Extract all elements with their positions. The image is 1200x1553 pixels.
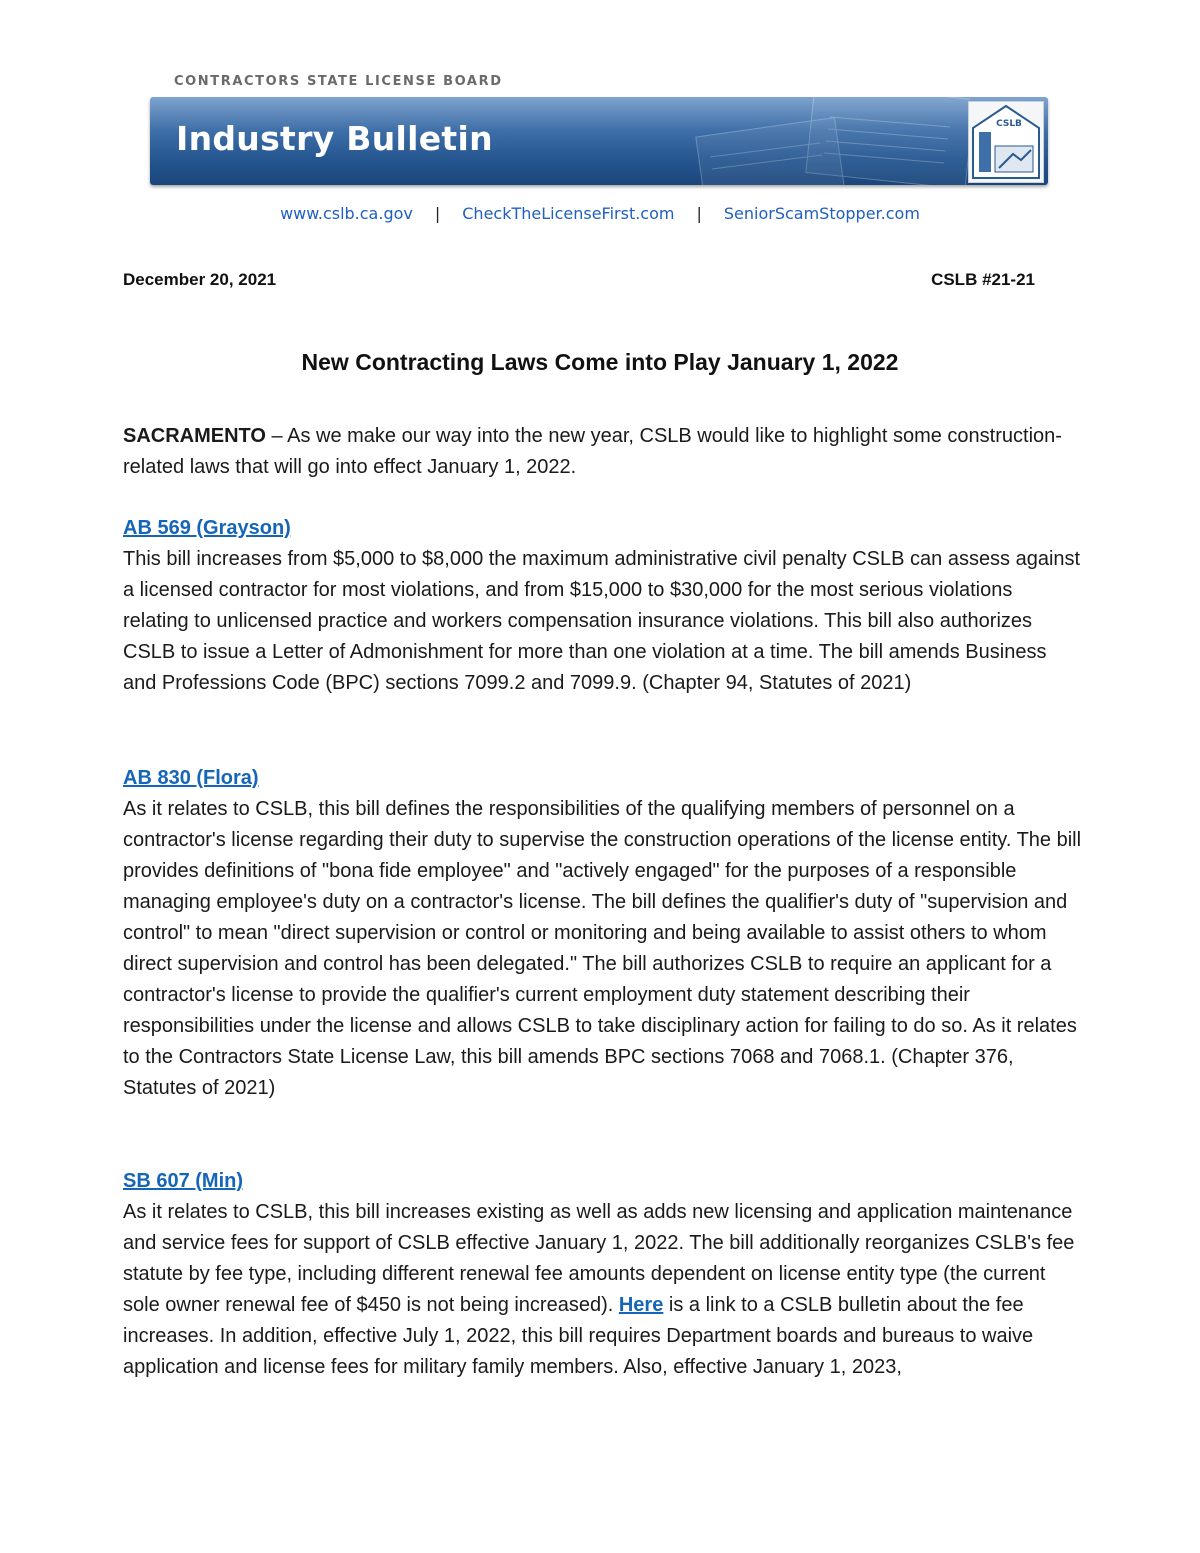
section-body: As it relates to CSLB, this bill defines the responsibilities of the qualifying members of personnel on a contractor's license regarding their duty to supervise the construction operations of the license entity. The bill provides definitions of "bona fide employee" and "actively engaged" for the purposes of a responsible managing employee's duty on a contractor's license. The bill defines the qualifier's duty of "supervision and control" to mean "direct supervision or control or monitoring and being available to assist others to whom direct supervision and control has been delegated." The bill authorizes CSLB to require an applicant for a contractor's license to provide the qualifier's current employment duty statement describing their responsibilities under the license and allows CSLB to take disciplinary action for failing to do so. As it relates to the Contractors State License Law, this bill amends BPC sections 7068 and 7068.1. (Chapter 376, Statutes of 2021) [123,798,1082,1099]
bulletin-banner [150,97,1048,185]
intro-text: – As we make our way into the new year, CSLB would like to highlight some construction-related laws that will go into effect January 1, 2022. [123,425,1062,478]
intro-paragraph [123,421,1083,483]
link-separator: | [434,204,441,223]
newspaper-decoration-icon [680,97,970,185]
section-body: As it relates to CSLB, this bill increases existing as well as adds new licensing and application maintenance and service fees for support of CSLB effective January 1, 2022. The bill additionally reorganizes CSLB's fee statute by fee type, including different renewal fee amounts dependent on license entity type (the current sole owner renewal fee of $450 is not being increased). [123,1201,1075,1316]
header-links [0,204,1200,223]
cslb-house-logo-icon [969,102,1043,182]
cslb-logo [968,101,1044,183]
bulletin-date: December 20, 2021 [123,270,277,289]
section-sb-607 [123,1166,1083,1383]
page-title: New Contracting Laws Come into Play January 1, 2022 [301,349,899,375]
section-body-continued: is a link to a CSLB bulletin about the fee increases. In addition, effective July 1, 2022, this bill requires Department boards and bureaus to waive application and license fees for military family members. Also, effective January 1, 2023, [123,1294,1034,1378]
org-name: CONTRACTORS STATE LICENSE BOARD [174,74,503,89]
bulletin-number: CSLB #21-21 [931,270,1035,289]
section-body: This bill increases from $5,000 to $8,000 the maximum administrative civil penalty CSLB can assess against a licensed contractor for most violations, and from $15,000 to $30,000 for the most serious violations relating to unlicensed practice and workers compensation insurance violations. This bill also authorizes CSLB to issue a Letter of Admonishment for more than one violation at a time. The bill amends Business and Professions Code (BPC) sections 7099.2 and 7099.9. (Chapter 94, Statutes of 2021) [123,548,1081,694]
section-ab-569 [123,513,1083,699]
link-check-license-first[interactable]: CheckTheLicenseFirst.com [462,204,675,223]
link-senior-scam-stopper[interactable]: SeniorScamStopper.com [723,204,920,223]
banner-title: Industry Bulletin [176,119,493,158]
link-cslb-website[interactable]: www.cslb.ca.gov [280,204,413,223]
section-ab-830 [123,763,1083,1104]
link-separator: | [696,204,702,223]
section-heading-link[interactable]: AB 830 (Flora) [123,767,259,789]
logo-text: CSLB [996,119,1022,129]
section-heading-link[interactable]: SB 607 (Min) [123,1170,244,1192]
dateline: SACRAMENTO [123,425,266,447]
section-heading-link[interactable]: AB 569 (Grayson) [123,517,291,539]
fee-bulletin-link[interactable]: Here [618,1294,664,1316]
